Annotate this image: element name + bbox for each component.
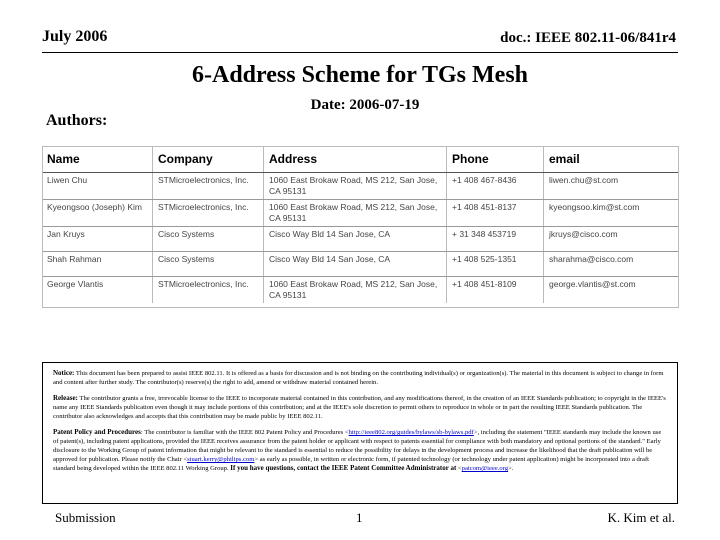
footer-page-number: 1 xyxy=(356,510,363,525)
col-phone: Phone xyxy=(447,146,544,173)
cell-address: Cisco Way Bld 14 San Jose, CA xyxy=(264,252,447,277)
cell-address: 1060 East Brokaw Road, MS 212, San Jose, CA 95131 xyxy=(264,277,447,304)
cell-email[interactable]: jkruys@cisco.com xyxy=(544,227,680,252)
footer-submission: Submission xyxy=(55,510,116,525)
cell-email[interactable]: sharahma@cisco.com xyxy=(544,252,680,277)
col-address: Address xyxy=(264,146,447,173)
cell-phone: + 31 348 453719 xyxy=(447,227,544,252)
patent-label: Patent Policy and Procedures xyxy=(53,428,141,436)
admin-email-link[interactable]: patcom@ieee.org xyxy=(461,465,509,472)
chair-email-link[interactable]: stuart.kerry@philips.com xyxy=(187,456,255,463)
cell-name: Jan Kruys xyxy=(42,227,153,252)
cell-email[interactable]: george.vlantis@st.com xyxy=(544,277,680,304)
release-label: Release: xyxy=(53,394,78,402)
patent-policy-link[interactable]: http://ieee802.org/guides/bylaws/sb-bylaws.pdf xyxy=(348,429,474,436)
cell-company: Cisco Systems xyxy=(153,252,264,277)
footer-authors: K. Kim et al. xyxy=(607,510,675,525)
patent-contact-bold: If you have questions, contact the IEEE Patent Committee Administrator at xyxy=(230,464,457,472)
cell-phone: +1 408 467-8436 xyxy=(447,173,544,200)
authors-label: Authors: xyxy=(46,112,108,129)
header-doc-id: doc.: IEEE 802.11-06/841r4 xyxy=(500,30,676,46)
patent-paragraph xyxy=(53,428,667,473)
notice-box xyxy=(42,362,678,504)
patent-text-5: >. xyxy=(508,465,514,472)
patent-text-1: : The contributor is familiar with the IEEE 802 Patent Policy and Procedures < xyxy=(140,429,349,436)
cell-phone: +1 408 525-1351 xyxy=(447,252,544,277)
release-text: The contributor grants a free, irrevocable license to the IEEE to incorporate material contained in this contribution, and any modifications thereof, in the creation of an IEEE Standards publication; to copyright in the IEEE's name any IEEE Standards publication even though it may include portions of this contribution; and at the IEEE's sole discretion to permit others to reproduce in whole or in part the resulting IEEE Standards publication. The contributor also acknowledges and accepts that this contribution may be made public by IEEE 802.11. xyxy=(53,395,666,420)
cell-name: George Vlantis xyxy=(47,279,104,289)
notice-text: This document has been prepared to assist IEEE 802.11. It is offered as a basis for discussion and is not binding on the contributing individual(s) or organization(s). The material in this document is subject to change in form and content after further study. The contributor(s) reserve(s) the right to add, amend or withdraw material contained herein. xyxy=(53,370,664,386)
cell-address: 1060 East Brokaw Road, MS 212, San Jose, CA 95131 xyxy=(264,200,447,227)
col-name: Name xyxy=(42,146,153,173)
cell-address: Cisco Way Bld 14 San Jose, CA xyxy=(264,227,447,252)
cell-company: Cisco Systems xyxy=(153,227,264,252)
patent-text-3: > as early as possible, in written or electronic form, if patented technology (or technology under patent application) might be incorporated into a draft standard being developed within the IEEE 802.11 Working Group. xyxy=(53,456,649,472)
cell-phone: +1 408 451-8109 xyxy=(447,277,544,304)
table-row xyxy=(42,277,679,304)
cell-company: STMicroelectronics, Inc. xyxy=(153,200,264,227)
authors-table xyxy=(42,146,679,303)
table-row xyxy=(42,200,679,227)
col-company: Company xyxy=(153,146,264,173)
cell-name: Shah Rahman xyxy=(42,252,153,277)
table-header-row xyxy=(42,146,679,173)
cell-name: Liwen Chu xyxy=(42,173,153,200)
header-date: July 2006 xyxy=(42,28,108,45)
table-row xyxy=(42,252,679,277)
patent-text-2: >, including the statement "IEEE standards may include the known use of patent(s), including patent applications, provided the IEEE receives assurance from the patent holder or applicant with respect to patents essential for compliance with both mandatory and optional portions of the standard." Early disclosure to the Working Group of patent information that might be relevant to the standard is essential to reduce the possibility for delays in the development process and increase the likelihood that the draft publication will be approved for publication. Please notify the Chair < xyxy=(53,429,662,463)
slide-title: 6-Address Scheme for TGs Mesh xyxy=(192,62,528,88)
cell-name: Kyeongsoo (Joseph) Kim xyxy=(42,200,153,227)
patent-text-4: < xyxy=(456,465,462,472)
cell-email[interactable]: liwen.chu@st.com xyxy=(544,173,680,200)
release-paragraph xyxy=(53,394,667,421)
cell-address: 1060 East Brokaw Road, MS 212, San Jose, CA 95131 xyxy=(264,173,447,200)
cell-company: STMicroelectronics, Inc. xyxy=(153,173,264,200)
table-row xyxy=(42,173,679,200)
cell-email[interactable]: kyeongsoo.kim@st.com xyxy=(544,200,680,227)
notice-paragraph xyxy=(53,369,667,387)
date-line: Date: 2006-07-19 xyxy=(310,97,420,113)
table-row xyxy=(42,227,679,252)
header-divider xyxy=(42,52,678,53)
cell-company: STMicroelectronics, Inc. xyxy=(153,277,264,304)
notice-label: Notice: xyxy=(53,369,75,377)
cell-phone: +1 408 451-8137 xyxy=(447,200,544,227)
col-email: email xyxy=(544,146,680,173)
